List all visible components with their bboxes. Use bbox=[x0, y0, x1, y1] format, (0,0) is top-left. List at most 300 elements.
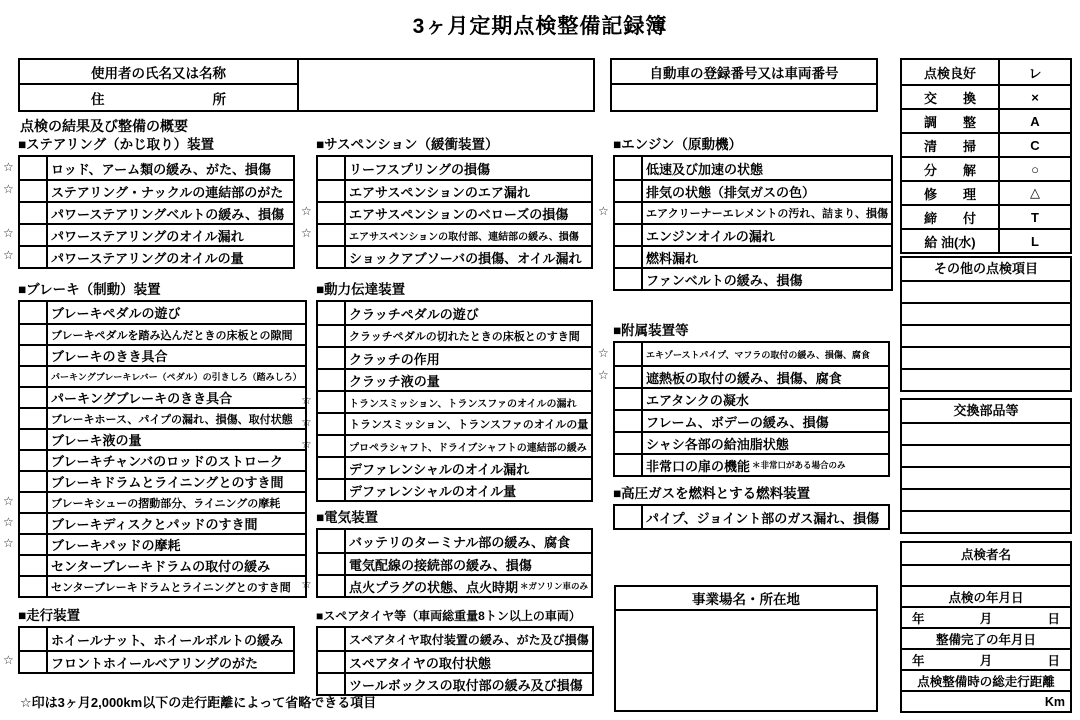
checklist-row bbox=[615, 387, 888, 409]
legend-symbol: × bbox=[1031, 89, 1039, 105]
section-title: ■スペアタイヤ等（車両総重量8トン以上の車両） bbox=[316, 609, 581, 623]
item-label bbox=[346, 530, 591, 552]
writable-row[interactable] bbox=[902, 346, 1070, 368]
item-text: エアサスペンションのベローズの損傷 bbox=[349, 206, 569, 222]
item-text: クラッチペダルの切れたときの床板とのすき間 bbox=[349, 331, 580, 343]
item-text: フロントホイールベアリングのがた bbox=[51, 655, 258, 671]
day-label: 日 bbox=[1047, 653, 1060, 668]
item-label bbox=[48, 430, 305, 449]
item-text: センターブレーキドラムの取付の緩み bbox=[51, 559, 271, 574]
year-label: 年 bbox=[912, 611, 925, 626]
item-label bbox=[346, 348, 591, 368]
legend-symbol: A bbox=[1030, 113, 1040, 129]
checklist-row bbox=[20, 533, 305, 554]
check-cell[interactable] bbox=[615, 343, 643, 365]
star-icon: ☆ bbox=[598, 204, 609, 218]
check-cell[interactable] bbox=[20, 493, 48, 512]
legend-symbol: T bbox=[1031, 209, 1039, 225]
check-cell[interactable] bbox=[318, 225, 346, 245]
item-label bbox=[346, 225, 591, 245]
writable-row[interactable] bbox=[902, 510, 1070, 532]
item-text: スペアタイヤの取付状態 bbox=[349, 655, 491, 671]
star-icon: ☆ bbox=[3, 653, 14, 667]
checklist-row bbox=[20, 323, 305, 344]
checklist-table bbox=[18, 155, 295, 269]
item-text: 燃料漏れ bbox=[646, 250, 699, 266]
check-cell[interactable] bbox=[615, 433, 643, 453]
checklist-table bbox=[613, 341, 890, 477]
legend-row bbox=[902, 228, 1070, 252]
star-icon: ☆ bbox=[3, 248, 14, 262]
checklist-row bbox=[615, 179, 891, 201]
item-text: エキゾーストパイプ、マフラの取付の緩み、損傷、腐食 bbox=[646, 349, 870, 360]
item-text: スペアタイヤ取付装置の緩み、がた及び損傷 bbox=[349, 632, 589, 647]
item-label bbox=[643, 389, 888, 409]
check-cell[interactable] bbox=[20, 225, 48, 245]
checklist-row bbox=[318, 223, 591, 245]
section-body bbox=[2, 155, 295, 269]
item-text: パワーステアリングのオイルの量 bbox=[51, 250, 244, 266]
other-items-box bbox=[900, 256, 1072, 392]
item-text: フレーム、ボデーの緩み、損傷 bbox=[646, 414, 829, 430]
check-cell[interactable] bbox=[20, 409, 48, 428]
checklist-row bbox=[615, 431, 888, 453]
star-icon: ☆ bbox=[3, 514, 14, 529]
checklist-row bbox=[20, 223, 293, 245]
check-cell[interactable] bbox=[20, 514, 48, 533]
item-note: ＊ガソリン車のみ bbox=[520, 581, 589, 591]
star-icon: ☆ bbox=[3, 493, 14, 508]
item-label bbox=[346, 414, 591, 434]
checklist-row bbox=[615, 267, 891, 289]
odometer-unit: Km bbox=[1044, 694, 1065, 709]
checklist-table bbox=[316, 626, 594, 696]
star-icon: ☆ bbox=[301, 393, 312, 407]
item-label bbox=[48, 472, 305, 491]
checklist-row bbox=[615, 245, 891, 267]
checklist-row bbox=[20, 245, 293, 267]
checklist-row bbox=[318, 434, 591, 456]
check-cell[interactable] bbox=[318, 326, 346, 346]
item-text: ロッド、アーム類の緩み、がた、損傷 bbox=[51, 161, 271, 177]
item-text: ブレーキディスクとパッドのすき間 bbox=[51, 517, 258, 532]
legend-label: 修 理 bbox=[902, 182, 1000, 204]
check-cell[interactable] bbox=[20, 451, 48, 470]
item-text: ブレーキホース、パイプの漏れ、損傷、取付状態 bbox=[51, 413, 293, 426]
other-items-rows bbox=[902, 280, 1070, 390]
checklist-row bbox=[318, 530, 591, 552]
star-icon: ☆ bbox=[3, 226, 14, 240]
check-cell[interactable] bbox=[318, 157, 346, 179]
item-label bbox=[643, 433, 888, 453]
item-label bbox=[643, 157, 891, 179]
legend-symbol: L bbox=[1031, 233, 1039, 249]
checklist-row bbox=[20, 201, 293, 223]
item-text: ファンベルトの緩み、損傷 bbox=[646, 272, 803, 288]
legend-row bbox=[902, 156, 1070, 180]
star-icon: ☆ bbox=[3, 182, 14, 196]
checklist-row bbox=[20, 628, 293, 650]
checklist-row bbox=[20, 179, 293, 201]
item-text: パーキングブレーキレバー（ペダル）の引きしろ（踏みしろ） bbox=[51, 372, 302, 382]
item-label bbox=[643, 225, 891, 245]
item-text: エアクリーナーエレメントの汚れ、詰まり、損傷 bbox=[646, 208, 888, 220]
item-text: エアタンクの凝水 bbox=[646, 392, 749, 408]
check-cell[interactable] bbox=[20, 302, 48, 323]
item-label bbox=[346, 436, 591, 456]
item-text: シャシ各部の給油脂状態 bbox=[646, 436, 789, 452]
item-label bbox=[346, 302, 591, 324]
item-label bbox=[643, 203, 891, 223]
item-text: 低速及び加速の状態 bbox=[646, 161, 764, 177]
check-cell[interactable] bbox=[318, 458, 346, 478]
check-cell[interactable] bbox=[20, 430, 48, 449]
legend-row bbox=[902, 84, 1070, 108]
item-label bbox=[48, 577, 305, 596]
item-label bbox=[48, 652, 293, 672]
star-icon: ☆ bbox=[598, 368, 609, 382]
legend-label: 清 掃 bbox=[902, 134, 1000, 156]
check-cell[interactable] bbox=[20, 577, 48, 596]
date-row[interactable] bbox=[902, 606, 1070, 627]
item-label bbox=[346, 326, 591, 346]
check-cell[interactable] bbox=[615, 181, 643, 201]
item-label bbox=[346, 392, 591, 412]
item-text: 点火プラグの状態、点火時期 bbox=[349, 579, 519, 595]
checklist-table bbox=[18, 626, 295, 674]
item-text: ブレーキパッドの摩耗 bbox=[51, 538, 181, 553]
checklist-row bbox=[318, 456, 591, 478]
item-label bbox=[643, 506, 888, 528]
item-label bbox=[346, 628, 592, 650]
checklist-table bbox=[316, 155, 593, 269]
item-label bbox=[48, 346, 305, 365]
legend-symbol: C bbox=[1030, 137, 1040, 153]
check-cell[interactable] bbox=[318, 530, 346, 552]
item-text: エンジンオイルの漏れ bbox=[646, 228, 775, 244]
star-icon: ☆ bbox=[301, 437, 312, 451]
checklist-row bbox=[20, 344, 305, 365]
checklist-row bbox=[318, 157, 591, 179]
inspector-name-value[interactable] bbox=[902, 564, 1070, 585]
item-text: ブレーキドラムとライニングとのすき間 bbox=[51, 475, 284, 490]
section-body bbox=[597, 504, 890, 530]
section-title: ■ブレーキ（制動）装置 bbox=[18, 282, 161, 297]
check-cell[interactable] bbox=[318, 674, 346, 694]
check-cell[interactable] bbox=[318, 628, 346, 650]
section-title: ■走行装置 bbox=[18, 608, 81, 623]
check-cell[interactable] bbox=[20, 346, 48, 365]
item-label bbox=[48, 628, 293, 650]
item-text: ステアリング・ナックルの連結部のがた bbox=[51, 184, 284, 200]
registration-value[interactable] bbox=[612, 85, 876, 108]
checklist-row bbox=[318, 201, 591, 223]
checklist-row bbox=[318, 245, 591, 267]
item-label bbox=[346, 247, 591, 267]
star-icon: ☆ bbox=[3, 535, 14, 550]
check-cell[interactable] bbox=[318, 480, 346, 500]
item-text: クラッチの作用 bbox=[349, 351, 440, 367]
checklist-row bbox=[318, 478, 591, 500]
item-text: デファレンシャルのオイル漏れ bbox=[349, 461, 530, 477]
legend-label: 締 付 bbox=[902, 206, 1000, 228]
check-cell[interactable] bbox=[615, 225, 643, 245]
replacement-parts-box bbox=[900, 398, 1072, 534]
check-cell[interactable] bbox=[318, 554, 346, 574]
star-icon: ☆ bbox=[301, 204, 312, 218]
summary-heading: 点検の結果及び整備の概要 bbox=[20, 118, 188, 134]
check-cell[interactable] bbox=[615, 455, 643, 475]
checklist-row bbox=[318, 552, 591, 574]
writable-row[interactable] bbox=[902, 280, 1070, 302]
item-text: パーキングブレーキのきき具合 bbox=[51, 391, 233, 406]
user-name-address-value[interactable] bbox=[299, 60, 593, 110]
writable-row[interactable] bbox=[902, 444, 1070, 466]
writable-row[interactable] bbox=[902, 368, 1070, 390]
check-cell[interactable] bbox=[318, 414, 346, 434]
check-cell[interactable] bbox=[318, 576, 346, 596]
footnote: ☆印は3ヶ月2,000km以下の走行距離によって省略できる項目 bbox=[20, 695, 377, 710]
checklist-row bbox=[318, 346, 591, 368]
address-label: 住 所 bbox=[91, 91, 226, 107]
checklist-row bbox=[615, 343, 888, 365]
user-info-box bbox=[18, 58, 595, 112]
legend-symbol: レ bbox=[1028, 65, 1042, 81]
item-label bbox=[346, 458, 591, 478]
legend-label: 交 換 bbox=[902, 86, 1000, 108]
item-text: ブレーキシューの摺動部分、ライニングの摩耗 bbox=[51, 497, 281, 510]
item-label bbox=[48, 181, 293, 201]
item-label bbox=[48, 325, 305, 344]
checklist-row bbox=[20, 386, 305, 407]
check-cell[interactable] bbox=[20, 157, 48, 179]
replacement-parts-rows bbox=[902, 422, 1070, 532]
item-label bbox=[643, 181, 891, 201]
checklist-row bbox=[20, 512, 305, 533]
item-label bbox=[48, 514, 305, 533]
checklist-row bbox=[615, 453, 888, 475]
item-text: エアサスペンションの取付部、連結部の緩み、損傷 bbox=[349, 231, 579, 243]
item-text: パワーステアリングのオイル漏れ bbox=[51, 228, 244, 244]
check-cell[interactable] bbox=[615, 203, 643, 223]
legend-row bbox=[902, 60, 1070, 84]
legend-label: 点検良好 bbox=[902, 60, 1000, 84]
check-cell[interactable] bbox=[615, 269, 643, 289]
check-cell[interactable] bbox=[20, 535, 48, 554]
checklist-row bbox=[20, 650, 293, 672]
checklist-row bbox=[20, 302, 305, 323]
item-text: トランスミッション、トランスファのオイルの量 bbox=[349, 419, 589, 431]
check-cell[interactable] bbox=[20, 556, 48, 575]
section-body bbox=[2, 300, 302, 598]
item-text: ブレーキのきき具合 bbox=[51, 349, 168, 364]
check-cell[interactable] bbox=[20, 652, 48, 672]
check-cell[interactable] bbox=[20, 325, 48, 344]
item-text: ツールボックスの取付部の緩み及び損傷 bbox=[349, 677, 583, 693]
item-label bbox=[346, 674, 592, 694]
item-text: デファレンシャルのオイル量 bbox=[349, 483, 517, 499]
checklist-row bbox=[20, 575, 305, 596]
check-cell[interactable] bbox=[318, 302, 346, 324]
inspector-header: 整備完了の年月日 bbox=[902, 627, 1070, 648]
check-cell[interactable] bbox=[318, 348, 346, 368]
item-label bbox=[48, 451, 305, 470]
check-cell[interactable] bbox=[318, 370, 346, 390]
check-cell[interactable] bbox=[615, 411, 643, 431]
checklist-row bbox=[615, 201, 891, 223]
registration-box bbox=[610, 58, 878, 112]
star-icon: ☆ bbox=[301, 226, 312, 240]
checklist-table bbox=[316, 528, 593, 598]
inspector-header: 点検者名 bbox=[960, 547, 1011, 562]
check-cell[interactable] bbox=[20, 628, 48, 650]
item-label bbox=[48, 556, 305, 575]
checklist-row bbox=[318, 650, 592, 672]
checklist-table bbox=[613, 155, 893, 291]
checklist-row bbox=[615, 506, 888, 528]
business-value[interactable] bbox=[616, 611, 876, 710]
writable-row[interactable] bbox=[902, 466, 1070, 488]
check-cell[interactable] bbox=[318, 247, 346, 267]
check-cell[interactable] bbox=[20, 388, 48, 407]
odometer-value-row[interactable] bbox=[902, 690, 1070, 711]
section-body bbox=[300, 626, 593, 696]
item-text: エアサスペンションのエア漏れ bbox=[349, 184, 530, 200]
item-label bbox=[48, 388, 305, 407]
item-text: ブレーキペダルの遊び bbox=[51, 306, 181, 321]
writable-row[interactable] bbox=[902, 488, 1070, 510]
checklist-row bbox=[20, 157, 293, 179]
item-label bbox=[643, 411, 888, 431]
form-title: 3ヶ月定期点検整備記録簿 bbox=[412, 15, 668, 38]
item-label bbox=[346, 576, 591, 596]
section-title: ■高圧ガスを燃料とする燃料装置 bbox=[613, 486, 811, 501]
check-cell[interactable] bbox=[615, 157, 643, 179]
check-cell[interactable] bbox=[318, 436, 346, 456]
replacement-parts-label: 交換部品等 bbox=[953, 403, 1019, 418]
year-label: 年 bbox=[912, 653, 925, 668]
inspector-header: 点検整備時の総走行距離 bbox=[902, 669, 1070, 690]
item-label bbox=[48, 302, 305, 323]
item-text: プロペラシャフト、ドライブシャフトの連結部の緩み bbox=[349, 442, 587, 454]
item-label bbox=[346, 157, 591, 179]
check-cell[interactable] bbox=[20, 203, 48, 223]
checklist-row bbox=[615, 223, 891, 245]
item-label bbox=[48, 493, 305, 512]
check-cell[interactable] bbox=[615, 506, 643, 528]
inspector-box bbox=[900, 541, 1072, 713]
section-body bbox=[300, 300, 593, 502]
item-text: 非常口の扉の機能 bbox=[646, 458, 751, 474]
item-text: クラッチ液の量 bbox=[349, 373, 440, 389]
item-label bbox=[346, 554, 591, 574]
item-text: ブレーキチャンバのロッドのストローク bbox=[51, 454, 283, 469]
section-title: ■動力伝達装置 bbox=[316, 282, 406, 297]
item-label bbox=[643, 455, 888, 475]
section-body bbox=[597, 341, 890, 477]
checklist-row bbox=[20, 428, 305, 449]
month-label: 月 bbox=[979, 653, 993, 668]
month-label: 月 bbox=[979, 611, 993, 626]
legend-table bbox=[900, 58, 1072, 254]
check-cell[interactable] bbox=[318, 652, 346, 672]
item-text: 電気配線の接続部の緩み、損傷 bbox=[349, 557, 532, 573]
item-label bbox=[346, 652, 592, 672]
checklist-row bbox=[318, 574, 591, 596]
date-row[interactable] bbox=[902, 648, 1070, 669]
checklist-row bbox=[318, 302, 591, 324]
star-icon: ☆ bbox=[301, 415, 312, 429]
checklist-row bbox=[318, 672, 592, 694]
checklist-row bbox=[318, 324, 591, 346]
checklist-row bbox=[318, 628, 592, 650]
check-cell[interactable] bbox=[318, 181, 346, 201]
writable-row[interactable] bbox=[902, 422, 1070, 444]
item-note: ＊非常口がある場合のみ bbox=[752, 460, 846, 470]
section-body bbox=[300, 528, 593, 598]
item-text: 排気の状態（排気ガスの色） bbox=[646, 184, 816, 200]
checklist-table bbox=[18, 300, 307, 598]
checklist-table bbox=[316, 300, 593, 502]
legend-symbol: △ bbox=[1030, 185, 1040, 200]
other-items-label: その他の点検項目 bbox=[933, 261, 1038, 276]
item-text: パイプ、ジョイント部のガス漏れ、損傷 bbox=[646, 510, 880, 526]
writable-row[interactable] bbox=[902, 324, 1070, 346]
checklist-row bbox=[615, 157, 891, 179]
item-label bbox=[48, 409, 305, 428]
check-cell[interactable] bbox=[20, 247, 48, 267]
checklist-row bbox=[20, 449, 305, 470]
item-label bbox=[346, 181, 591, 201]
star-icon: ☆ bbox=[598, 346, 609, 360]
check-cell[interactable] bbox=[615, 247, 643, 267]
item-label bbox=[48, 535, 305, 554]
star-icon: ☆ bbox=[301, 577, 312, 591]
checklist-row bbox=[20, 554, 305, 575]
legend-row bbox=[902, 204, 1070, 228]
item-label bbox=[346, 370, 591, 390]
item-text: センターブレーキドラムとライニングとのすき間 bbox=[51, 581, 291, 594]
check-cell[interactable] bbox=[318, 203, 346, 223]
checklist-row bbox=[318, 390, 591, 412]
check-cell[interactable] bbox=[20, 181, 48, 201]
writable-row[interactable] bbox=[902, 302, 1070, 324]
item-label bbox=[48, 203, 293, 223]
checklist-table bbox=[613, 504, 890, 530]
item-label bbox=[48, 157, 293, 179]
check-cell[interactable] bbox=[615, 389, 643, 409]
check-cell[interactable] bbox=[615, 367, 643, 387]
user-info-labels bbox=[20, 60, 299, 110]
item-text: バッテリのターミナル部の緩み、腐食 bbox=[349, 534, 571, 550]
checklist-row bbox=[318, 179, 591, 201]
checklist-row bbox=[20, 470, 305, 491]
item-text: ブレーキペダルを踏み込んだときの床板との隙間 bbox=[51, 329, 293, 342]
section-title: ■附属装置等 bbox=[613, 323, 689, 338]
check-cell[interactable] bbox=[318, 392, 346, 412]
checklist-row bbox=[20, 407, 305, 428]
section-body bbox=[300, 155, 593, 269]
check-cell[interactable] bbox=[20, 472, 48, 491]
legend-row bbox=[902, 108, 1070, 132]
item-text: ショックアブソーバの損傷、オイル漏れ bbox=[349, 250, 582, 266]
check-cell[interactable] bbox=[20, 367, 48, 386]
business-box bbox=[614, 585, 878, 712]
legend-row bbox=[902, 180, 1070, 204]
item-label bbox=[643, 343, 888, 365]
checklist-row bbox=[20, 365, 305, 386]
section-title: ■ステアリング（かじ取り）装置 bbox=[18, 137, 215, 152]
